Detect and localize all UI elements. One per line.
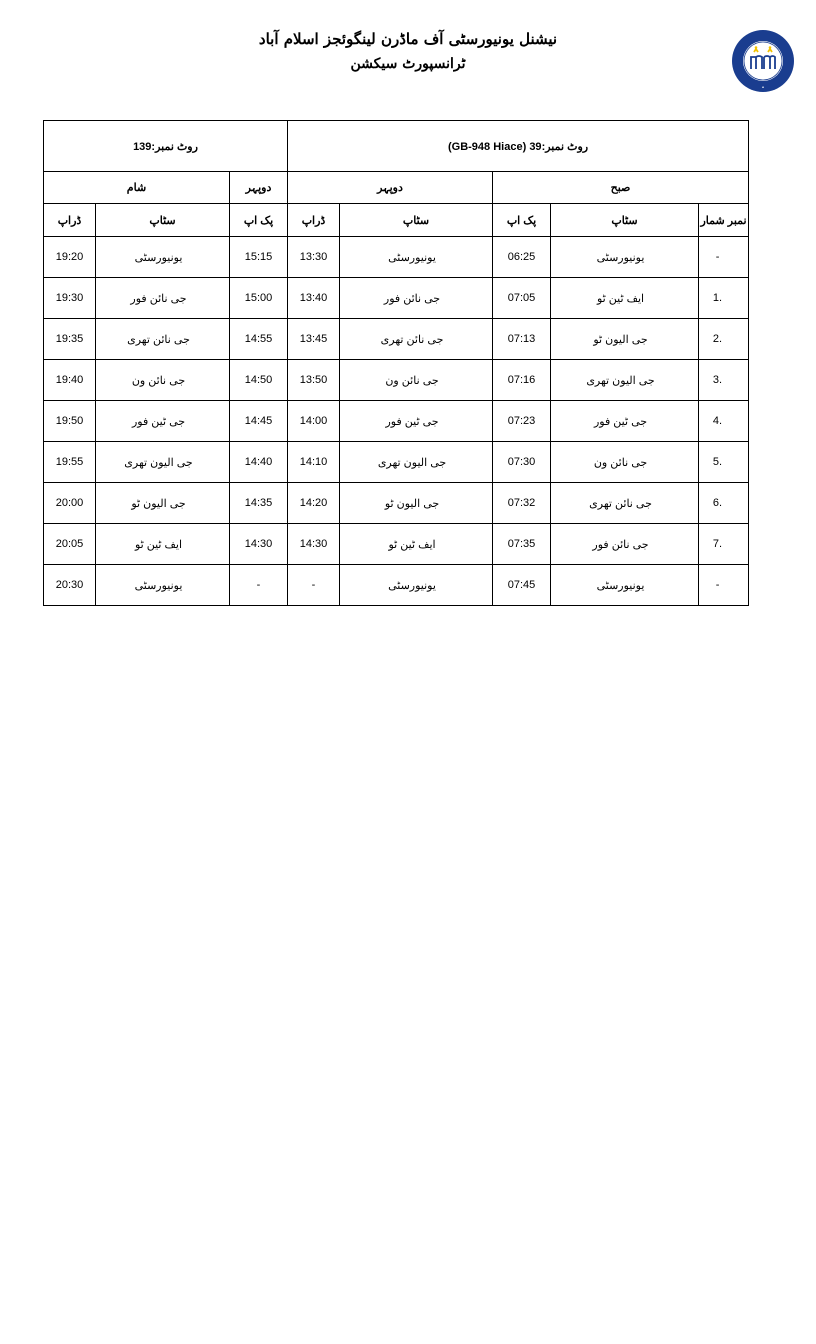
morning-stop-cell: یونیورسٹی [551,565,699,606]
morning-pickup-cell: 07:05 [493,278,551,319]
serial-cell: 1. [699,278,749,319]
afternoon-drop-cell: 14:30 [288,524,340,565]
serial-cell: - [699,237,749,278]
afternoon-pickup-cell: 14:35 [230,483,288,524]
evening-stop-cell: جی الیون ٹو [96,483,230,524]
numl-logo [731,29,795,93]
evening-drop-cell: 19:50 [44,401,96,442]
evening-drop-cell: 19:35 [44,319,96,360]
afternoon-pickup-cell: 14:55 [230,319,288,360]
col-serial: نمبر شمار [699,204,749,237]
table-row [44,483,749,524]
afternoon-stop-cell: یونیورسٹی [340,565,493,606]
afternoon-stop-cell: یونیورسٹی [340,237,493,278]
morning-stop-cell: یونیورسٹی [551,237,699,278]
serial-cell: 3. [699,360,749,401]
afternoon-stop-cell: جی ٹین فور [340,401,493,442]
afternoon-pickup-cell: 14:30 [230,524,288,565]
morning-pickup-cell: 07:13 [493,319,551,360]
evening-drop-cell: 20:00 [44,483,96,524]
afternoon-drop-cell: 13:40 [288,278,340,319]
serial-cell: 6. [699,483,749,524]
evening-stop-cell: جی نائن فور [96,278,230,319]
table-row [44,360,749,401]
morning-pickup-cell: 07:23 [493,401,551,442]
route-schedule-table [43,120,749,606]
table-row [44,319,749,360]
table-row [44,237,749,278]
evening-stop-cell: یونیورسٹی [96,565,230,606]
col-afternoon-stop: سٹاپ [340,204,493,237]
morning-stop-cell: جی الیون تھری [551,360,699,401]
evening-stop-cell: یونیورسٹی [96,237,230,278]
afternoon-stop-cell: ایف ٹین ٹو [340,524,493,565]
morning-stop-cell: جی نائن تھری [551,483,699,524]
evening-drop-cell: 19:30 [44,278,96,319]
evening-stop-cell: ایف ٹین ٹو [96,524,230,565]
evening-drop-cell: 20:30 [44,565,96,606]
afternoon-drop-cell: 13:50 [288,360,340,401]
afternoon-pickup-cell: 14:40 [230,442,288,483]
university-name: نیشنل یونیورسٹی آف ماڈرن لینگوئجز اسلام آباد [258,30,558,48]
route-39-title: روٹ نمبر:39 (GB-948 Hiace) [288,121,749,172]
serial-cell: 7. [699,524,749,565]
serial-cell: - [699,565,749,606]
afternoon-pickup-cell: 15:15 [230,237,288,278]
route-139-title: روٹ نمبر:139 [44,121,288,172]
afternoon-drop-cell: 14:10 [288,442,340,483]
afternoon-drop-cell: 13:30 [288,237,340,278]
table-row [44,401,749,442]
period-morning: صبح [493,172,749,204]
period-row [44,172,749,204]
afternoon-pickup-cell: 15:00 [230,278,288,319]
col-morning-pickup: پک اپ [493,204,551,237]
morning-stop-cell: جی الیون ٹو [551,319,699,360]
serial-cell: 5. [699,442,749,483]
title-row [44,121,749,172]
col-evening-drop: ڈراپ [44,204,96,237]
period-afternoon: دوپہر [288,172,493,204]
evening-drop-cell: 19:40 [44,360,96,401]
evening-stop-cell: جی ٹین فور [96,401,230,442]
document-header [0,30,816,72]
morning-stop-cell: جی نائن ون [551,442,699,483]
period-evening: شام [44,172,230,204]
column-header-row [44,204,749,237]
period-afternoon-evening: دوپہر [230,172,288,204]
section-name: ٹرانسپورٹ سیکشن [350,56,466,72]
evening-drop-cell: 19:55 [44,442,96,483]
evening-stop-cell: جی الیون تھری [96,442,230,483]
col-evening-stop: سٹاپ [96,204,230,237]
morning-pickup-cell: 07:32 [493,483,551,524]
serial-cell: 2. [699,319,749,360]
morning-stop-cell: جی ٹین فور [551,401,699,442]
morning-pickup-cell: 07:16 [493,360,551,401]
evening-drop-cell: 20:05 [44,524,96,565]
evening-drop-cell: 19:20 [44,237,96,278]
col-afternoon-drop: ڈراپ [288,204,340,237]
svg-text:★: ★ [761,84,765,89]
afternoon-drop-cell: - [288,565,340,606]
afternoon-stop-cell: جی نائن ون [340,360,493,401]
morning-pickup-cell: 07:30 [493,442,551,483]
evening-stop-cell: جی نائن ون [96,360,230,401]
table-row [44,524,749,565]
morning-stop-cell: ایف ٹین ٹو [551,278,699,319]
afternoon-stop-cell: جی الیون ٹو [340,483,493,524]
col-morning-stop: سٹاپ [551,204,699,237]
afternoon-pickup-cell: 14:50 [230,360,288,401]
evening-stop-cell: جی نائن تھری [96,319,230,360]
afternoon-stop-cell: جی الیون تھری [340,442,493,483]
afternoon-stop-cell: جی نائن تھری [340,319,493,360]
morning-pickup-cell: 07:35 [493,524,551,565]
table-row [44,278,749,319]
morning-pickup-cell: 07:45 [493,565,551,606]
serial-cell: 4. [699,401,749,442]
afternoon-drop-cell: 13:45 [288,319,340,360]
afternoon-drop-cell: 14:00 [288,401,340,442]
table-row [44,442,749,483]
afternoon-drop-cell: 14:20 [288,483,340,524]
col-afternoon-pickup: پک اپ [230,204,288,237]
morning-pickup-cell: 06:25 [493,237,551,278]
afternoon-pickup-cell: - [230,565,288,606]
table-row [44,565,749,606]
afternoon-stop-cell: جی نائن فور [340,278,493,319]
morning-stop-cell: جی نائن فور [551,524,699,565]
afternoon-pickup-cell: 14:45 [230,401,288,442]
